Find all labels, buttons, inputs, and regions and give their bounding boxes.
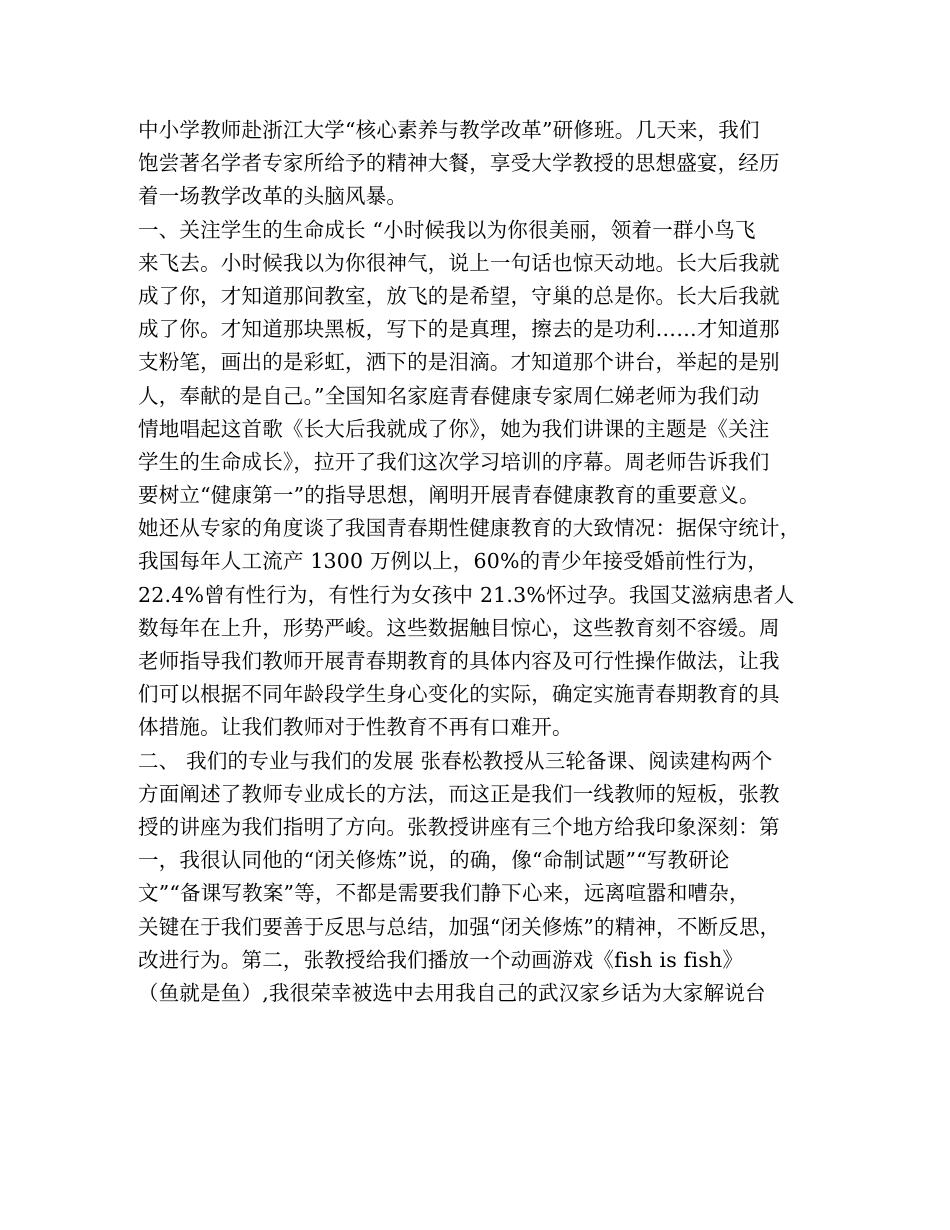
text-line: 着一场教学改革的头脑风暴。 — [138, 184, 408, 209]
text-line: 们可以根据不同年龄段学生身心变化的实际，确定实施青春期教育的具 — [138, 682, 780, 707]
text-line: 一、关注学生的生命成长 “小时候我以为你很美丽，领着一群小鸟飞 — [138, 217, 756, 242]
text-line: 方面阐述了教师专业成长的方法，而这正是我们一线教师的短板，张教 — [138, 781, 780, 806]
text-line: 数每年在上升，形势严峻。这些数据触目惊心，这些教育刻不容缓。周 — [138, 615, 780, 640]
text-line: 老师指导我们教师开展青春期教育的具体内容及可行性操作做法，让我 — [138, 649, 780, 673]
text-line: 二、 我们的专业与我们的发展 张春松教授从三轮备课、阅读建构两个 — [138, 748, 773, 773]
text-line: 要树立“健康第一”的指导思想，阐明开展青春健康教育的重要意义。 — [138, 483, 760, 508]
text-line: 成了你。才知道那块黑板，写下的是真理，擦去的是功利……才知道那 — [138, 317, 780, 342]
body-text — [138, 114, 838, 1010]
text-line: 支粉笔，画出的是彩虹，洒下的是泪滴。才知道那个讲台，举起的是别 — [138, 350, 780, 375]
text-line: 她还从专家的角度谈了我国青春期性健康教育的大致情况：据保守统计， — [138, 516, 801, 541]
text-line: 改进行为。第二，张教授给我们播放一个动画游戏《fish is fish》 — [138, 947, 744, 972]
text-line: 学生的生命成长》，拉开了我们这次学习培训的序幕。周老师告诉我们 — [138, 449, 770, 474]
text-line: 22.4%曾有性行为，有性行为女孩中 21.3%怀过孕。我国艾滋病患者人 — [138, 582, 795, 607]
text-line: （鱼就是鱼）,我很荣幸被选中去用我自己的武汉家乡话为大家解说台 — [138, 980, 766, 1005]
text-line: 一，我很认同他的“闭关修炼”说，的确，像“命制试题”“写教研论 — [138, 848, 730, 873]
text-line: 饱尝著名学者专家所给予的精神大餐，享受大学教授的思想盛宴，经历 — [138, 151, 780, 176]
text-line: 体措施。让我们教师对于性教育不再有口难开。 — [138, 715, 573, 740]
text-line: 文”“备课写教案”等，不都是需要我们静下心来，远离喧嚣和嘈杂， — [138, 881, 750, 906]
text-line: 成了你，才知道那间教室，放飞的是希望，守巢的总是你。长大后我就 — [138, 283, 780, 308]
text-line: 来飞去。小时候我以为你很神气，说上一句话也惊天动地。长大后我就 — [138, 250, 780, 275]
text-line: 授的讲座为我们指明了方向。张教授讲座有三个地方给我印象深刻：第 — [138, 814, 780, 839]
text-line: 情地唱起这首歌《长大后我就成了你》，她为我们讲课的主题是《关注 — [138, 416, 770, 441]
text-line: 人，奉献的是自己。”全国知名家庭青春健康专家周仁娣老师为我们动 — [138, 383, 760, 408]
text-line: 关键在于我们要善于反思与总结，加强“闭关修炼”的精神，不断反思， — [138, 914, 781, 939]
text-line: 我国每年人工流产 1300 万例以上，60%的青少年接受婚前性行为， — [138, 549, 769, 574]
text-line: 中小学教师赴浙江大学“核心素养与教学改革”研修班。几天来，我们 — [138, 118, 760, 142]
